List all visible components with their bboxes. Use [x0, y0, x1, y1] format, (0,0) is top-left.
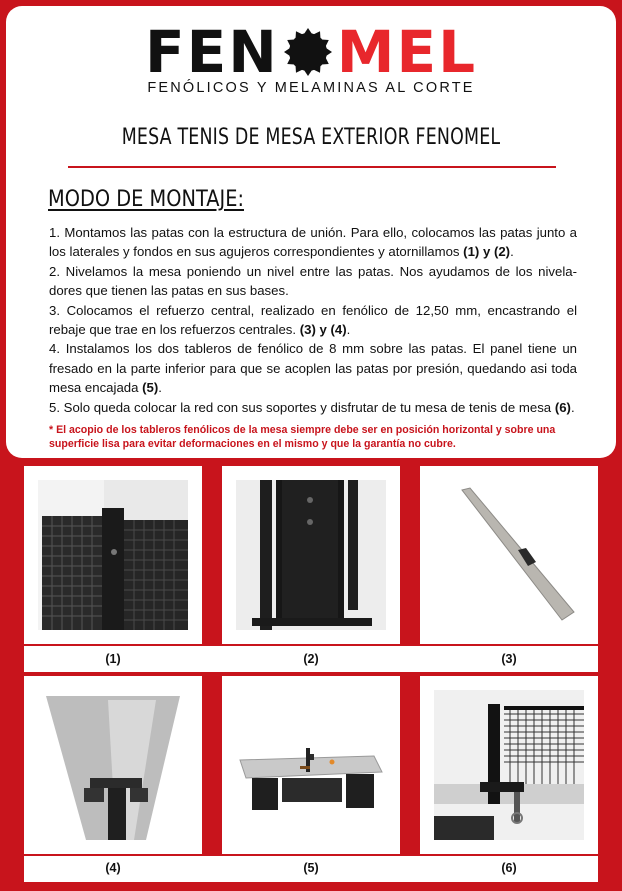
assembled-table-icon — [236, 690, 386, 840]
step-2: 2. Nivelamos la mesa poniendo un nivel entre las patas. Nos ayudamos de los niveladores que tienen las patas en sus bases. — [49, 263, 577, 299]
net-post-icon — [434, 690, 584, 840]
figure-5 — [222, 676, 400, 854]
figure-5-caption: (5) — [303, 861, 319, 875]
brand-tagline: FENÓLICOS Y MELAMINAS AL CORTE — [147, 80, 475, 96]
table-leg-frame-icon — [236, 480, 386, 630]
step-5: 5. Solo queda colocar la red con sus soportes y disfrutar de tu mesa de tenis de mesa (6). — [49, 399, 575, 415]
figure-4 — [24, 676, 202, 854]
figure-4-caption: (4) — [105, 861, 121, 875]
warning-note: * El acopio de los tableros fenólicos de la mesa siempre debe ser en posición horizontal y sobre una superficie lisa para evitar deformaciones en el mismo y que la garantía no cubre. — [49, 424, 556, 450]
section-title: MODO DE MONTAJE: — [48, 187, 244, 212]
reinforcement-insert-icon — [38, 690, 188, 840]
step-3: 3. Colocamos el refuerzo central, realizado en fenólico de 12,50 mm, encastrando el rebaje que trae en los refuerzos centrales. (3) y (4). — [49, 302, 577, 338]
figure-1-caption: (1) — [105, 652, 121, 666]
step-4: 4. Instalamos los dos tableros de fenólico de 8 mm sobre las patas. El panel tiene un fresado en la parte inferior para que se acoplen las patas por presión, quedando asi toda mesa encajada (5). — [49, 341, 577, 396]
figure-2 — [222, 466, 400, 644]
figure-3 — [420, 466, 598, 644]
step-1: 1. Montamos las patas con la estructura de unión. Para ello, colocamos las patas junto a los laterales y fondos en sus agujeros correspondientes y atornillamos (1) y (2). — [49, 225, 577, 260]
logo-text-right: MEL — [336, 18, 478, 86]
central-reinforcement-icon — [434, 480, 584, 630]
logo-text-left: FEN — [144, 18, 279, 86]
brand-logo — [0, 18, 622, 86]
figure-1 — [24, 466, 202, 644]
saw-blade-icon — [283, 27, 333, 77]
page-title: MESA TENIS DE MESA EXTERIOR FENOMEL — [121, 125, 501, 150]
assembly-steps — [49, 223, 577, 417]
figure-6-caption: (6) — [501, 861, 517, 875]
figure-2-caption: (2) — [303, 652, 319, 666]
table-leg-rattan-icon — [38, 480, 188, 630]
figure-6 — [420, 676, 598, 854]
figure-3-caption: (3) — [501, 652, 517, 666]
title-divider — [68, 166, 556, 168]
